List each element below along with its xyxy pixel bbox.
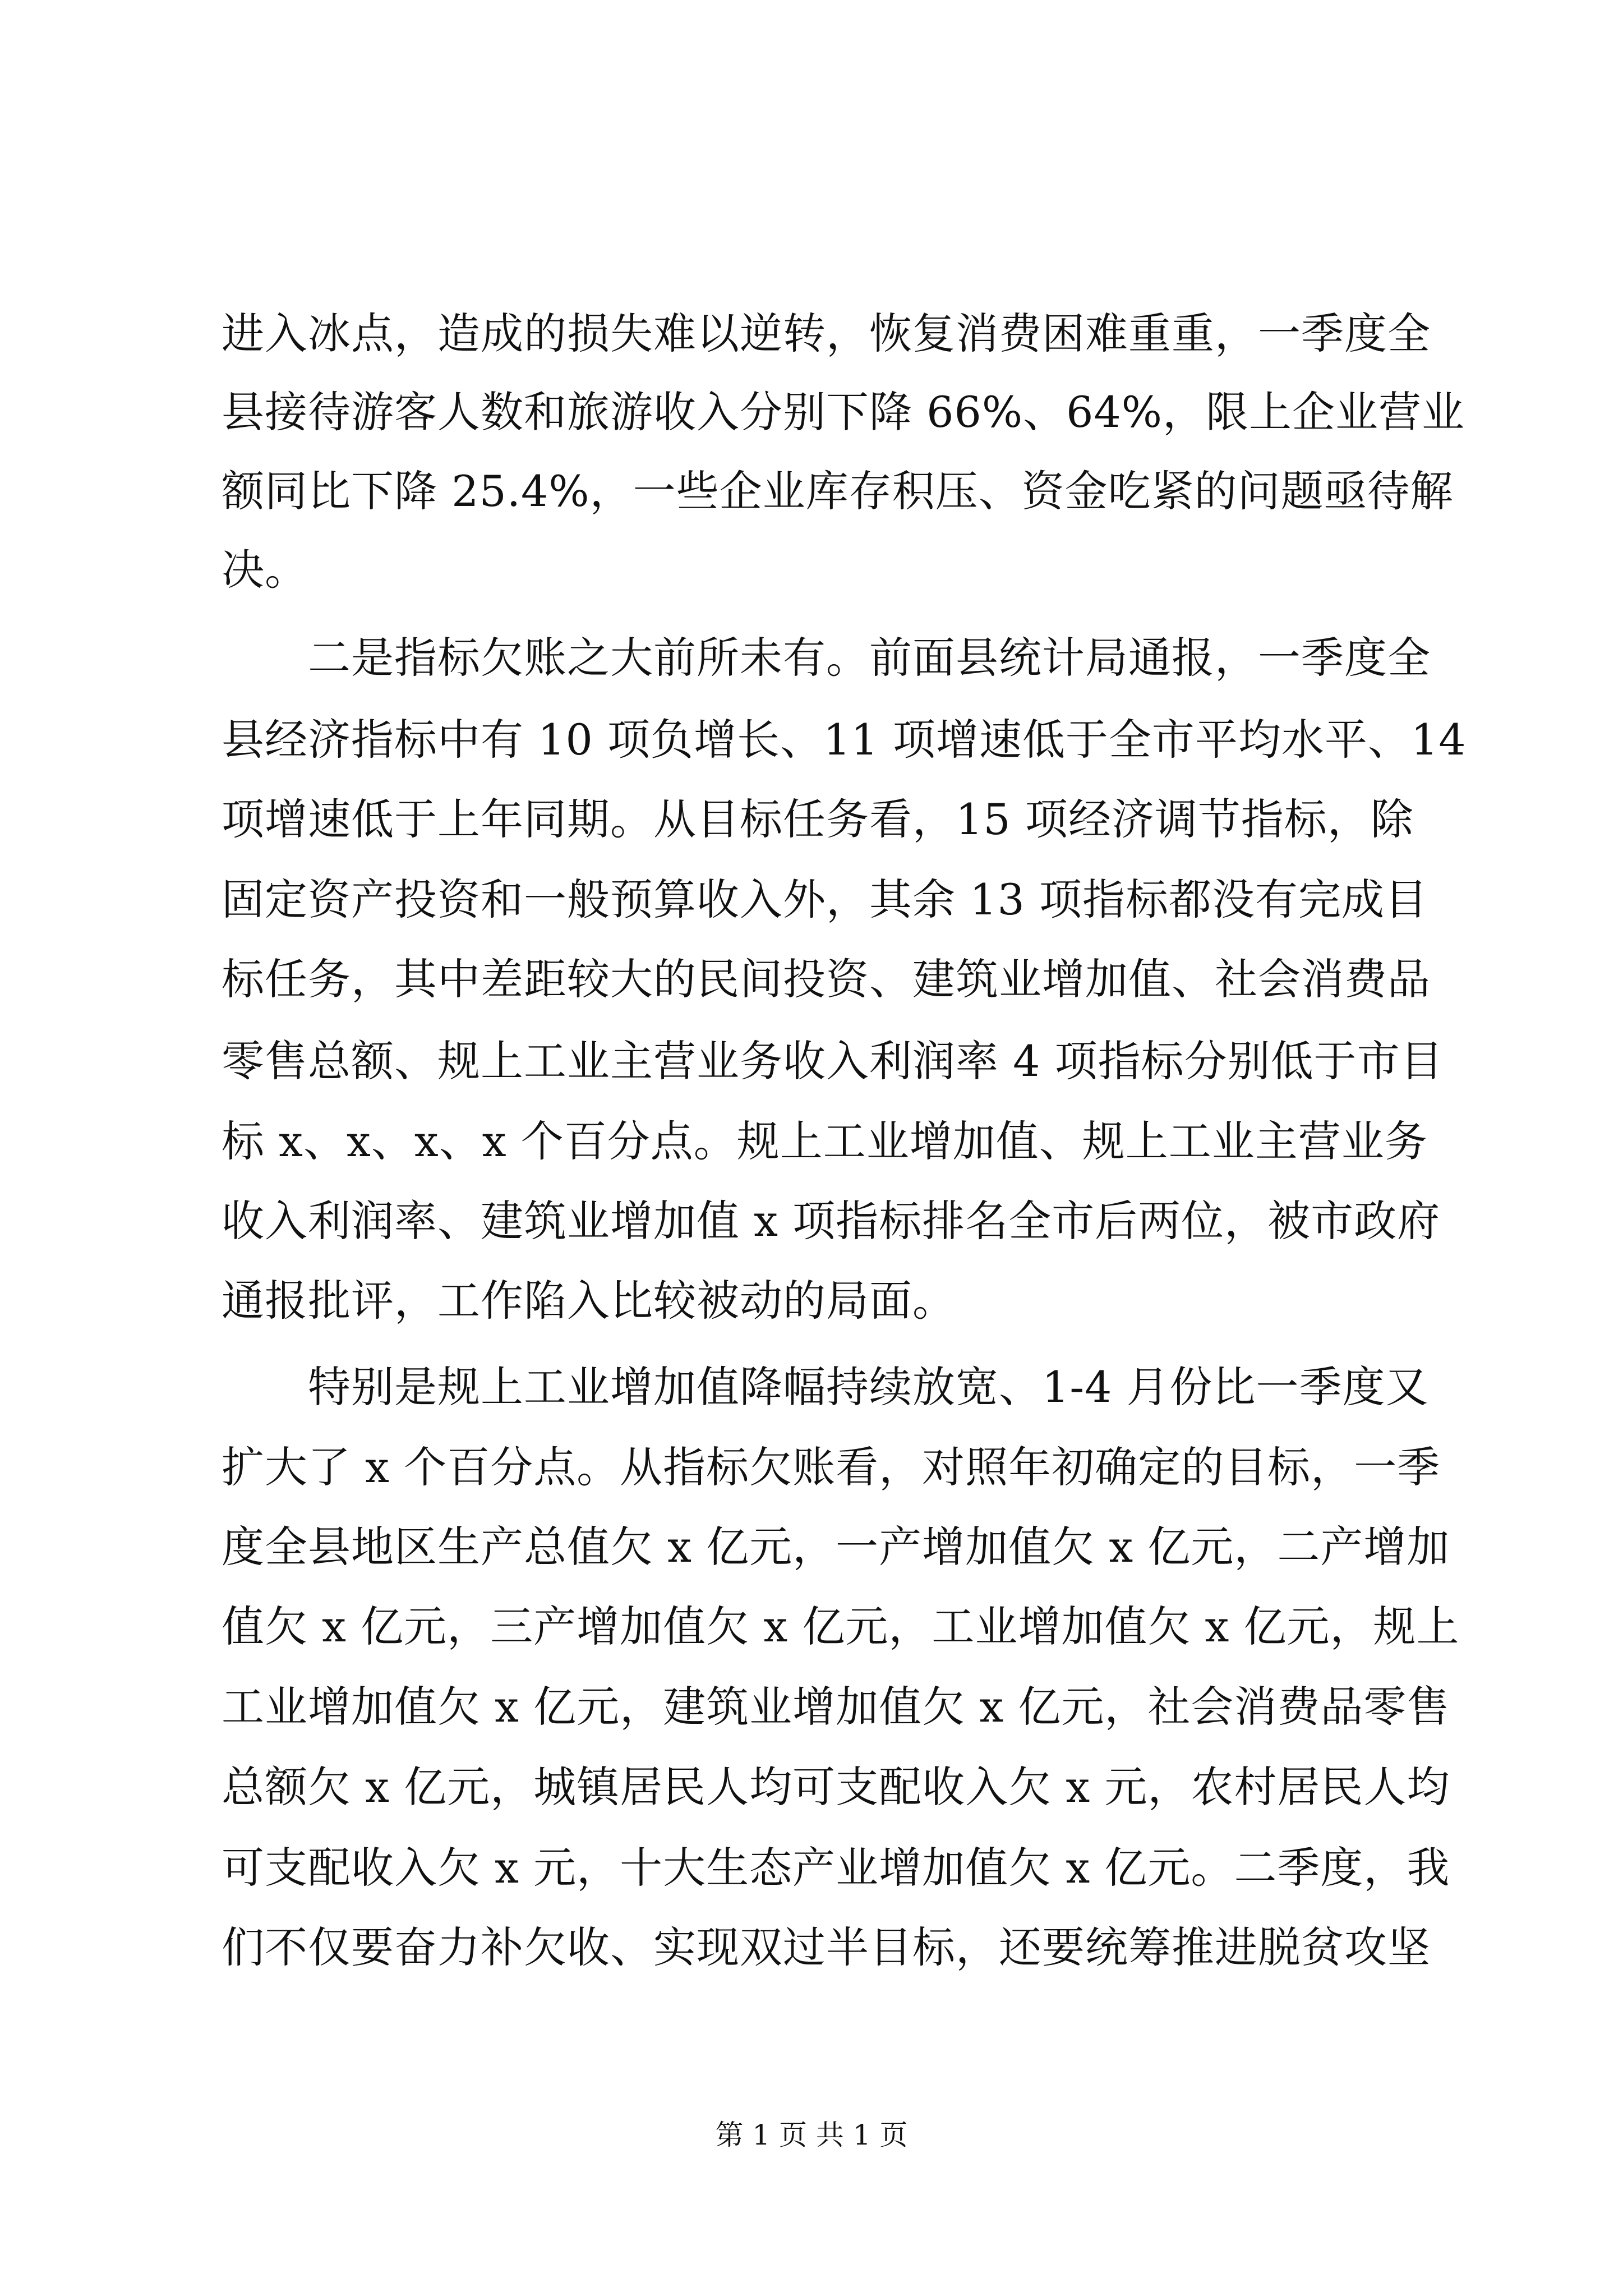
text-line: 县接待游客人数和旅游收入分别下降 66%、64%，限上企业营业 [222, 387, 1465, 437]
text-line: 零售总额、规上工业主营业务收入利润率 4 项指标分别低于市目 [222, 1036, 1444, 1086]
text-line: 通报批评，工作陷入比较被动的局面。 [222, 1276, 956, 1326]
text-line: 固定资产投资和一般预算收入外，其余 13 项指标都没有完成目 [222, 875, 1428, 924]
text-line: 标 x、x、x、x 个百分点。规上工业增加值、规上工业主营业务 [222, 1116, 1428, 1166]
text-line: 特别是规上工业增加值降幅持续放宽、1-4 月份比一季度又 [222, 1362, 1429, 1412]
text-line: 二是指标欠账之大前所未有。前面县统计局通报，一季度全 [222, 633, 1431, 683]
page-footer: 第 1 页 共 1 页 [715, 2119, 908, 2151]
text-line: 总额欠 x 亿元，城镇居民人均可支配收入欠 x 元，农村居民人均 [222, 1762, 1450, 1812]
text-line: 收入利润率、建筑业增加值 x 项指标排名全市后两位，被市政府 [222, 1196, 1441, 1246]
text-line: 县经济指标中有 10 项负增长、11 项增速低于全市平均水平、14 [222, 715, 1467, 765]
text-line: 们不仅要奋力补欠收、实现双过半目标，还要统筹推进脱贫攻坚 [222, 1922, 1431, 1972]
text-line: 可支配收入欠 x 元，十大生态产业增加值欠 x 亿元。二季度，我 [222, 1843, 1450, 1893]
text-line: 扩大了 x 个百分点。从指标欠账看，对照年初确定的目标，一季 [222, 1442, 1441, 1492]
text-line: 标任务，其中差距较大的民间投资、建筑业增加值、社会消费品 [222, 954, 1431, 1004]
text-line: 进入冰点，造成的损失难以逆转，恢复消费困难重重，一季度全 [222, 309, 1431, 358]
text-line: 决。 [222, 545, 308, 595]
text-line: 值欠 x 亿元，三产增加值欠 x 亿元，工业增加值欠 x 亿元，规上 [222, 1602, 1460, 1651]
text-line: 工业增加值欠 x 亿元，建筑业增加值欠 x 亿元，社会消费品零售 [222, 1682, 1450, 1732]
text-line: 度全县地区生产总值欠 x 亿元，一产增加值欠 x 亿元，二产增加 [222, 1522, 1450, 1572]
text-line: 项增速低于上年同期。从目标任务看，15 项经济调节指标，除 [222, 794, 1414, 844]
text-line: 额同比下降 25.4%，一些企业库存积压、资金吃紧的问题亟待解 [222, 466, 1454, 516]
